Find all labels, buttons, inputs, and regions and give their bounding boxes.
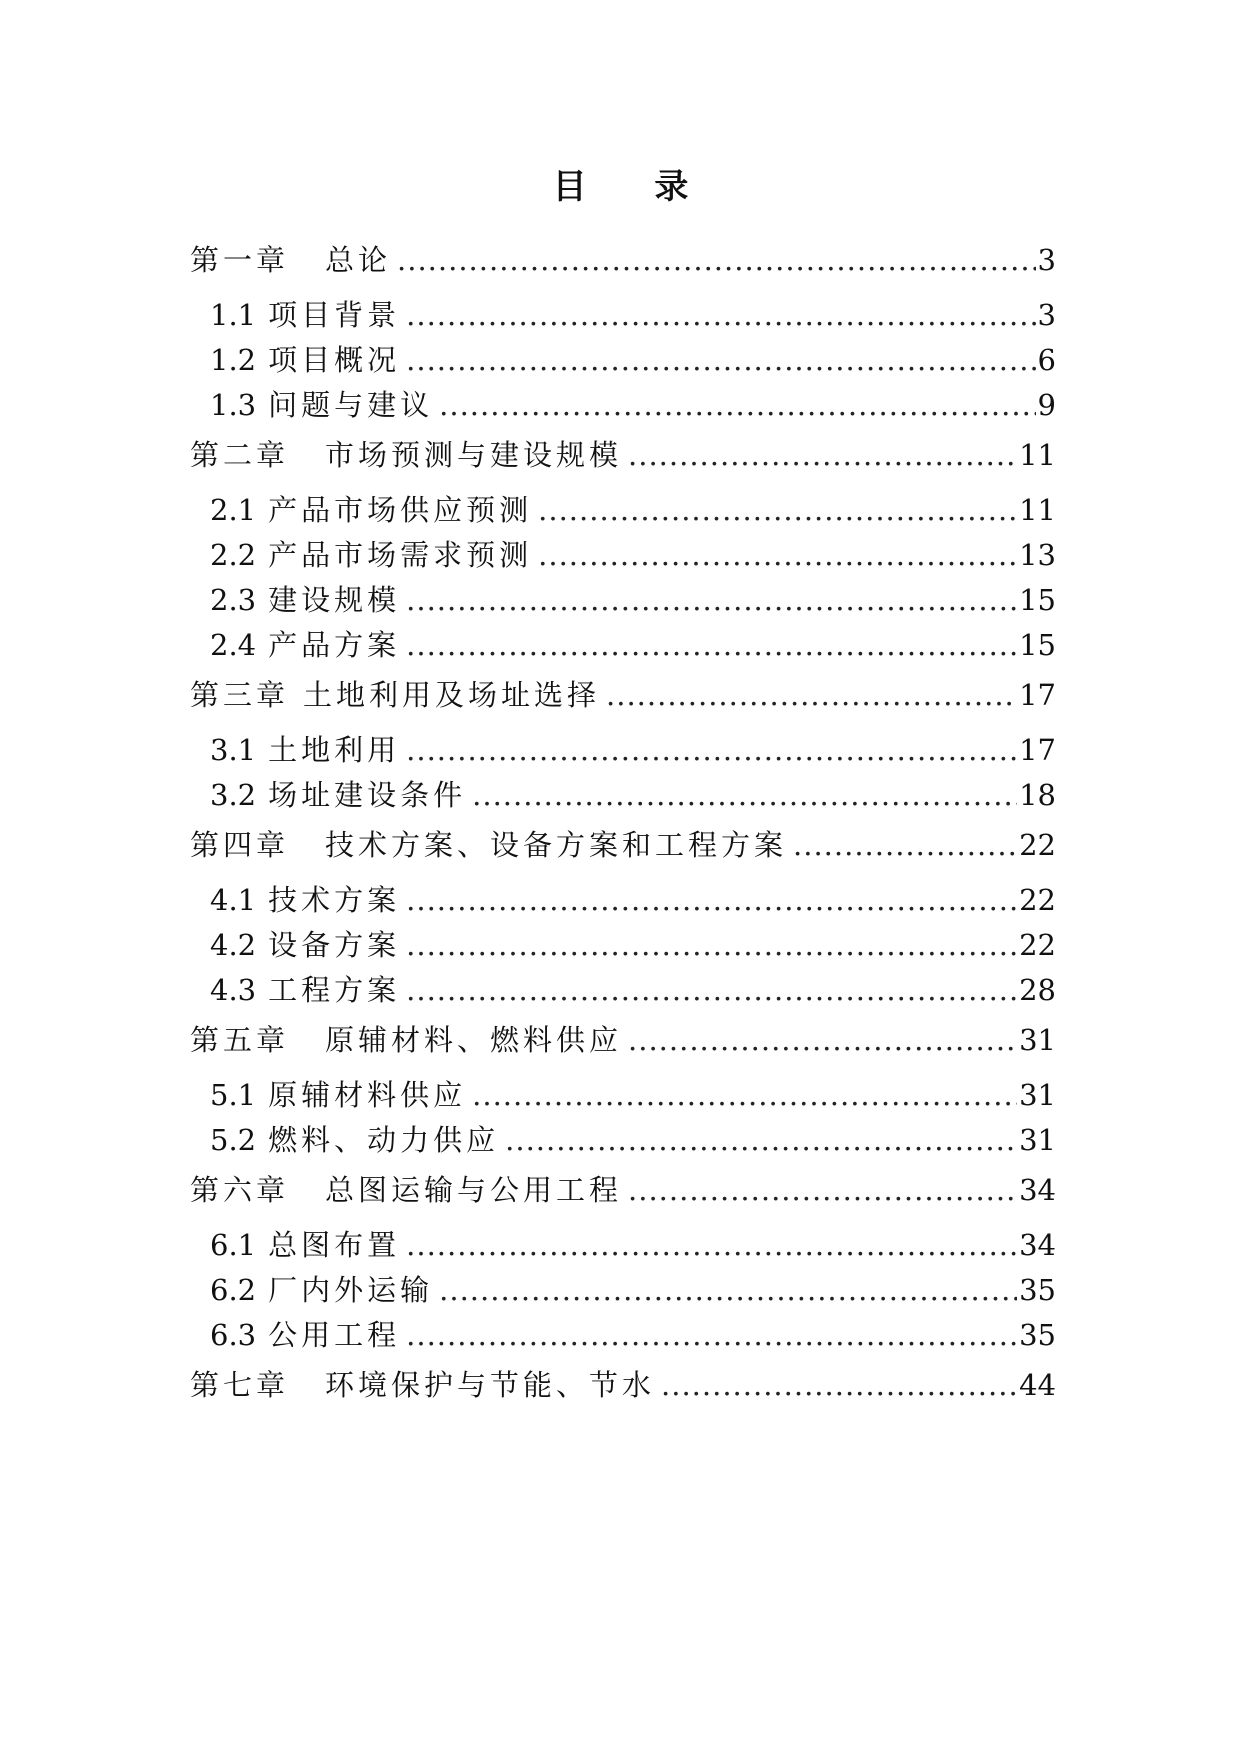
toc-entry-label xyxy=(210,775,466,815)
toc-page-number: 22 xyxy=(1019,883,1056,917)
toc-page-number: 34 xyxy=(1019,1173,1056,1207)
toc-entry-title: 总论 xyxy=(325,243,392,277)
toc-page-number: 9 xyxy=(1037,388,1056,422)
chapter-number: 第六章 xyxy=(190,1173,290,1207)
toc-page-number: 31 xyxy=(1019,1123,1056,1157)
section-number: 2.3 xyxy=(210,583,257,617)
dot-leader xyxy=(397,240,1036,280)
dot-leader xyxy=(538,535,1017,575)
toc-section-entry[interactable] xyxy=(210,490,1056,530)
section-number: 6.3 xyxy=(210,1318,257,1352)
section-number: 3.2 xyxy=(210,778,257,812)
toc-section-entry[interactable] xyxy=(210,925,1056,965)
chapter-number: 第二章 xyxy=(190,438,290,472)
toc-entry-title: 项目概况 xyxy=(268,343,401,377)
toc-entry-label xyxy=(210,295,400,335)
dot-leader xyxy=(406,970,1017,1010)
toc-entry-label xyxy=(210,625,400,665)
toc-entry-label xyxy=(190,435,622,475)
dot-leader xyxy=(628,1170,1017,1210)
section-number: 6.1 xyxy=(210,1228,257,1262)
toc-section-entry[interactable] xyxy=(210,880,1056,920)
page-title: 目 录 xyxy=(552,166,717,207)
section-number: 1.2 xyxy=(210,343,257,377)
section-number: 2.2 xyxy=(210,538,257,572)
dot-leader xyxy=(439,1270,1017,1310)
toc-entry-label xyxy=(210,1315,400,1355)
section-number: 2.4 xyxy=(210,628,257,662)
toc-entry-label xyxy=(210,1120,499,1160)
toc-entry-label xyxy=(210,1225,400,1265)
chapter-number: 第七章 xyxy=(190,1368,290,1402)
toc-chapter-entry[interactable] xyxy=(190,240,1056,280)
toc-page-number: 31 xyxy=(1019,1023,1056,1057)
chapter-number: 第四章 xyxy=(190,828,290,862)
toc-entry-label xyxy=(210,1075,466,1115)
toc-section-entry[interactable] xyxy=(210,730,1056,770)
toc-entry-title: 燃料、动力供应 xyxy=(268,1123,500,1157)
toc-entry-label xyxy=(210,490,532,530)
dot-leader xyxy=(793,825,1017,865)
dot-leader xyxy=(406,625,1017,665)
dot-leader xyxy=(606,675,1017,715)
toc-page-number: 34 xyxy=(1019,1228,1056,1262)
toc-page-number: 3 xyxy=(1037,243,1056,277)
toc-entry-title: 总图布置 xyxy=(268,1228,401,1262)
toc-entry-title: 公用工程 xyxy=(268,1318,401,1352)
dot-leader xyxy=(628,1020,1017,1060)
toc-entry-title: 厂内外运输 xyxy=(268,1273,434,1307)
toc-entry-label xyxy=(210,340,400,380)
toc-section-entry[interactable] xyxy=(210,970,1056,1010)
toc-entry-title: 项目背景 xyxy=(268,298,401,332)
toc-page-number: 15 xyxy=(1019,628,1056,662)
toc-entry-title: 市场预测与建设规模 xyxy=(325,438,623,472)
dot-leader xyxy=(406,1225,1017,1265)
chapter-number: 第五章 xyxy=(190,1023,290,1057)
toc-page-number: 11 xyxy=(1019,438,1056,472)
section-number: 4.3 xyxy=(210,973,257,1007)
toc-entry-title: 工程方案 xyxy=(268,973,401,1007)
toc-section-entry[interactable] xyxy=(210,340,1056,380)
toc-entry-title: 原辅材料供应 xyxy=(268,1078,467,1112)
toc-entry-title: 环境保护与节能、节水 xyxy=(325,1368,656,1402)
dot-leader xyxy=(538,490,1017,530)
section-number: 1.3 xyxy=(210,388,257,422)
dot-leader xyxy=(406,295,1035,335)
toc-section-entry[interactable] xyxy=(210,1225,1056,1265)
toc-page-number: 3 xyxy=(1037,298,1056,332)
toc-page-number: 28 xyxy=(1019,973,1056,1007)
dot-leader xyxy=(505,1120,1017,1160)
toc-entry-title: 土地利用及场址选择 xyxy=(303,678,601,712)
section-number: 3.1 xyxy=(210,733,257,767)
section-number: 4.1 xyxy=(210,883,257,917)
toc-page-number: 11 xyxy=(1019,493,1056,527)
toc-page-number: 17 xyxy=(1019,678,1056,712)
toc-entry-label xyxy=(210,970,400,1010)
section-number: 5.1 xyxy=(210,1078,257,1112)
toc-entry-label xyxy=(190,1365,655,1405)
toc-section-entry[interactable] xyxy=(210,580,1056,620)
toc-entry-label xyxy=(210,880,400,920)
toc-chapter-entry[interactable] xyxy=(190,435,1056,475)
dot-leader xyxy=(628,435,1017,475)
toc-entry-title: 场址建设条件 xyxy=(268,778,467,812)
toc-page-number: 6 xyxy=(1037,343,1056,377)
toc-entry-label xyxy=(190,825,787,865)
toc-entry-title: 产品市场需求预测 xyxy=(268,538,533,572)
toc-page-number: 18 xyxy=(1019,778,1056,812)
toc-entry-label xyxy=(210,1270,433,1310)
toc-entry-title: 设备方案 xyxy=(268,928,401,962)
dot-leader xyxy=(472,775,1017,815)
section-number: 4.2 xyxy=(210,928,257,962)
toc-page-number: 17 xyxy=(1019,733,1056,767)
toc-entry-label xyxy=(210,535,532,575)
toc-entry-title: 产品方案 xyxy=(268,628,401,662)
toc-chapter-entry[interactable] xyxy=(190,1020,1056,1060)
toc-page-number: 35 xyxy=(1019,1318,1056,1352)
toc-section-entry[interactable] xyxy=(210,1315,1056,1355)
toc-section-entry[interactable] xyxy=(210,1120,1056,1160)
toc-page-number: 44 xyxy=(1019,1368,1056,1402)
toc-chapter-entry[interactable] xyxy=(190,1365,1056,1405)
section-number: 2.1 xyxy=(210,493,257,527)
dot-leader xyxy=(472,1075,1017,1115)
toc-entry-title: 问题与建议 xyxy=(268,388,434,422)
dot-leader xyxy=(406,880,1017,920)
toc-entry-label xyxy=(190,675,600,715)
toc-page-number: 22 xyxy=(1019,828,1056,862)
toc-entry-title: 建设规模 xyxy=(268,583,401,617)
toc-entry-title: 土地利用 xyxy=(268,733,401,767)
toc-entry-title: 原辅材料、燃料供应 xyxy=(325,1023,623,1057)
toc-page-number: 15 xyxy=(1019,583,1056,617)
dot-leader xyxy=(439,385,1035,425)
section-number: 5.2 xyxy=(210,1123,257,1157)
toc-entry-label xyxy=(190,1020,622,1060)
chapter-number: 第一章 xyxy=(190,243,290,277)
toc-entry-label xyxy=(190,1170,622,1210)
toc-chapter-entry[interactable] xyxy=(190,1170,1056,1210)
dot-leader xyxy=(406,580,1017,620)
toc-chapter-entry[interactable] xyxy=(190,675,1056,715)
toc-entry-label xyxy=(190,240,391,280)
toc-entry-label xyxy=(210,580,400,620)
toc-section-entry[interactable] xyxy=(210,295,1056,335)
toc-section-entry[interactable] xyxy=(210,1270,1056,1310)
toc-page-number: 31 xyxy=(1019,1078,1056,1112)
toc-chapter-entry[interactable] xyxy=(190,825,1056,865)
toc-entry-label xyxy=(210,385,433,425)
dot-leader xyxy=(406,1315,1017,1355)
section-number: 6.2 xyxy=(210,1273,257,1307)
toc-page-number: 35 xyxy=(1019,1273,1056,1307)
section-number: 1.1 xyxy=(210,298,257,332)
toc-entry-label xyxy=(210,730,400,770)
dot-leader xyxy=(406,730,1017,770)
toc-page-number: 22 xyxy=(1019,928,1056,962)
toc-page-number: 13 xyxy=(1019,538,1056,572)
dot-leader xyxy=(661,1365,1017,1405)
toc-section-entry[interactable] xyxy=(210,1075,1056,1115)
toc-entry-title: 总图运输与公用工程 xyxy=(325,1173,623,1207)
toc-section-entry[interactable] xyxy=(210,625,1056,665)
toc-section-entry[interactable] xyxy=(210,535,1056,575)
dot-leader xyxy=(406,340,1035,380)
toc-entry-title: 技术方案、设备方案和工程方案 xyxy=(325,828,788,862)
dot-leader xyxy=(406,925,1017,965)
toc-entry-title: 技术方案 xyxy=(268,883,401,917)
toc-section-entry[interactable] xyxy=(210,775,1056,815)
toc-entry-title: 产品市场供应预测 xyxy=(268,493,533,527)
toc-entry-label xyxy=(210,925,400,965)
toc-section-entry[interactable] xyxy=(210,385,1056,425)
chapter-number: 第三章 xyxy=(190,678,290,712)
